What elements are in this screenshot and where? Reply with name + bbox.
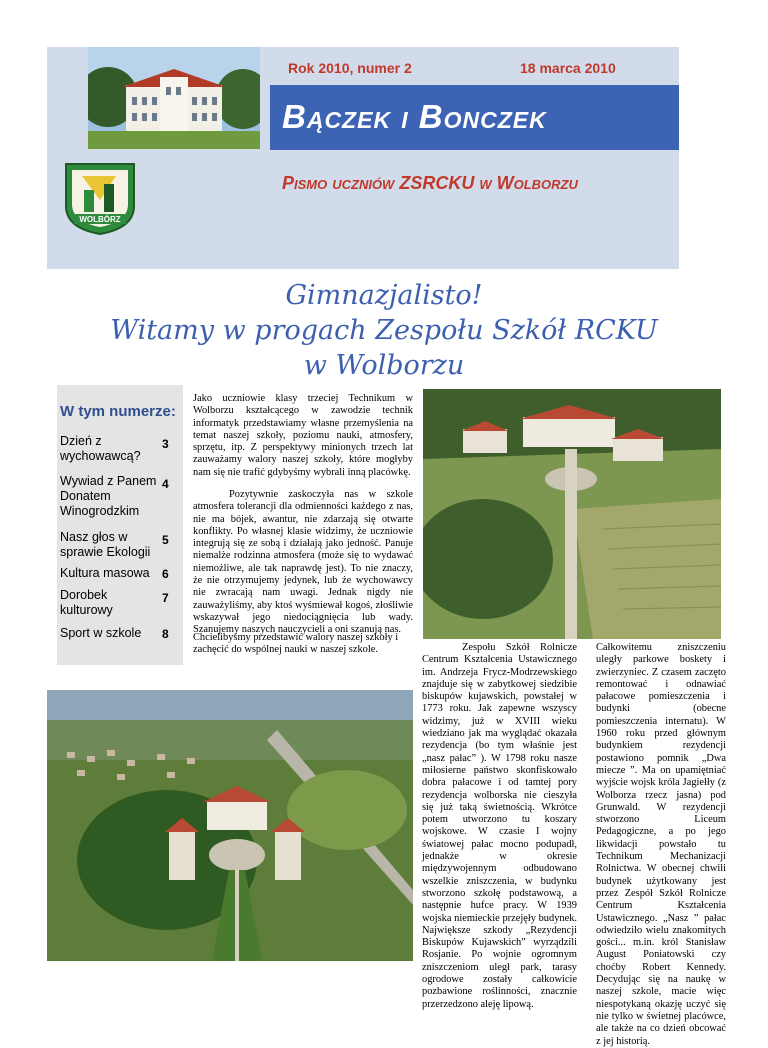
newsletter-subtitle: Pismo uczniów ZSRCKU w Wolborzu bbox=[282, 173, 578, 193]
article-paragraph-invitation: Chcielibyśmy przedstawić walory naszej szkoły i zachęcić do wspólnej nauki w naszej szkole. bbox=[193, 632, 399, 656]
toc-panel bbox=[57, 385, 183, 665]
toc-page-number: 6 bbox=[162, 567, 169, 581]
toc-page-number: 8 bbox=[162, 627, 169, 641]
toc-title: W tym numerze: bbox=[60, 403, 176, 420]
toc-item[interactable]: Wywiad z Panem Donatem Winogrodzkim bbox=[60, 474, 157, 518]
school-logo bbox=[60, 160, 140, 236]
issue-date: 18 marca 2010 bbox=[520, 60, 616, 76]
main-headline bbox=[60, 278, 708, 383]
headline-line-1: Gimnazjalisto! bbox=[285, 280, 483, 311]
aerial-palace-photo bbox=[423, 389, 721, 639]
toc-page-number: 4 bbox=[162, 477, 169, 491]
toc-item[interactable]: Kultura masowa bbox=[60, 566, 150, 580]
headline-line-3: w Wolborzu bbox=[303, 350, 465, 381]
toc-item[interactable]: Dzień z wychowawcą? bbox=[60, 434, 141, 463]
article-paragraph-atmosphere: Pozytywnie zaskoczyła nas w szkole atmosfera tolerancji dla odmienności każdego z nas, nie ma bójek, awantur, nie zdarzają się otwarte konflikty. Po własnej klasie widzimy, że uczniowie integrują się ze sobą i działają jako jedność. Panuje niemalże rodzinna atmosfera (może się to wydawać niemożliwe, ale tak naprawdę jest). To nie znaczy, że nie otrzymujemy jedynek, lub że wychowawcy nie zwracają nam uwagi. Jednak nigdy nie zauważyliśmy, aby ktoś wyśmiewał kogoś, złośliwie wskazywał jego niedociągnięcia lub wady. Szanujemy naszych nauczycieli a oni szanują nas. bbox=[193, 489, 413, 636]
article-history-column-2: Całkowitemu zniszczeniu uległy parkowe boskety i zwierzyniec. Z czasem zaczęto remontować i odnawiać pałacowe pomieszczenia i budynki (obecne pomieszczenia internatu). W 1960 roku przed głównym budynkiem rezydencji postawiono pomnik „Dwa miecze ”. Ma on upamiętniać wyjście wojsk króla Jagiełły (z Wolborza rzecz jasna) pod Grunwald. W rezydencji stworzono Liceum Pedagogiczne, a po jego likwidacji powstało tu Technikum Mechanizacji Rolnictwa. W obecnej chwili budynek użytkowany jest przez Zespół Szkół Rolnicze Centrum Kształcenia Ustawicznego. „Nasz ” pałac odwiedziło wielu znakomitych gości... m.in. król Stanisław August Poniatowski czy choćby Robert Kennedy. Decydując się na naukę w naszej szkole, macie więc niespotykaną okazję uczyć się nie tylko w świetnej placówce, ale także na co dzień obcować z jej historią. bbox=[596, 642, 726, 1047]
newsletter-title: Bączek i Bonczek bbox=[282, 98, 547, 135]
toc-page-number: 7 bbox=[162, 591, 169, 605]
toc-page-number: 5 bbox=[162, 533, 169, 547]
toc-item[interactable]: Sport w szkole bbox=[60, 626, 142, 640]
toc-item[interactable]: Nasz głos w sprawie Ekologii bbox=[60, 530, 151, 559]
palace-photo bbox=[88, 47, 260, 149]
article-paragraph-intro: Jako uczniowie klasy trzeciej Technikum w Wolborzu kształcącego w zawodzie technik informatyk przedstawiamy własne przemyślenia na temat naszej szkoły, poziomu nauki, atmosfery, sprzętu, itp. Z perspektywy minionych trzech lat zauważamy walory naszej szkoły, które mogłyby nam się nie trafić gdybyśmy wybrali inną placówkę. bbox=[193, 393, 413, 478]
toc-item[interactable]: Dorobek kulturowy bbox=[60, 588, 113, 617]
issue-number: Rok 2010, numer 2 bbox=[288, 60, 412, 76]
logo-text: WOLBÓRZ bbox=[79, 215, 121, 224]
headline-line-2: Witamy w progach Zespołu Szkół RCKU bbox=[110, 315, 658, 346]
article-history-column-1: Zespołu Szkół Rolnicze Centrum Kształcenia Ustawicznego im. Andrzeja Frycz-Modrzewskiego znajduje się w zabytkowej siedzibie biskupów kujawskich, powstałej w 1773 roku. Jak zapewne wszyscy widzimy, już w XVIII wieku wiedziano jak ma wyglądać okazała rezydencja (bo tym właśnie jest „nasz pałac” ). W 1798 roku nasze miłosierne państwo skonfiskowało dobra pałacowe i od tamtej pory rezydencja wolborska nie cieszyła się już taką świetnością. Wkrótce potem utworzono tu koszary wojskowe. W czasie I wojny światowej pałac mocno podupadł, jednakże w okresie międzywojennym odbudowano wszelkie zniszczenia, w budynku stworzono szkołę podstawową, a następnie hufce pracy. W 1939 wojska niemieckie przejęły budynek. Największe szkody „Rezydencji Biskupów Kujawskich” wyrządzili Rosjanie. Po wojnie ogromnym zniszczeniom uległ park, tarasy ogrodowe zostały całkowicie pozbawione roślinności, znacznie przerzedzono aleję lipową. bbox=[422, 642, 577, 1010]
toc-page-number: 3 bbox=[162, 437, 169, 451]
aerial-campus-photo bbox=[47, 690, 413, 961]
